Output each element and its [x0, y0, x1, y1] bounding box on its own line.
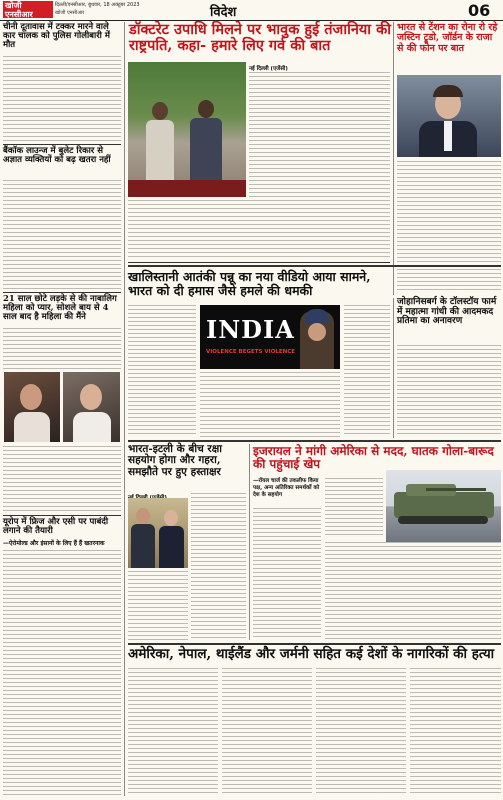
khalistan-body: [200, 372, 340, 437]
india-italy-headline: भारत-इटली के बीच रक्षा सहयोग होगा और गहरा, समझौते पर हुए हस्ताक्षर: [128, 443, 222, 478]
israel-subhead: —रॉयल चार्ज की तकलीफ किया पक्ष, अन्य अतिरिक्त समर्थकों को देश के सहयोग: [253, 478, 320, 499]
khalistan-headline: खालिस्तानी आतंकी पन्नू का नया वीडियो आया सामने, भारत को दी हमास जैसे हमले की धमकी: [128, 269, 371, 298]
story-body: [3, 328, 121, 370]
banner-text: INDIA: [206, 315, 295, 344]
divider: [128, 643, 501, 645]
bottom-body: [128, 668, 218, 796]
divider: [128, 262, 390, 263]
photo-man: [63, 372, 120, 442]
story-body: [3, 180, 121, 290]
story-headline: बैंकॉक लाउन्ज में बुलेट रिकार से अज्ञात व्यक्तियों को बढ़ खतरा नहीं: [3, 146, 111, 166]
india-italy-body: [128, 571, 188, 641]
story-body: [3, 56, 121, 141]
bottom-body: [316, 668, 406, 796]
bottom-body: [410, 668, 501, 796]
lead-body: [128, 200, 390, 260]
india-italy-body: [191, 493, 246, 641]
column-rule: [249, 444, 250, 640]
israel-photo: [386, 470, 501, 542]
divider: [128, 440, 501, 442]
india-italy-photo: [128, 498, 188, 568]
story-headline: 21 साल छोटे लड़के से की नाबालिग महिला को प्यार, सोशले बाय से 4 साल बाद है महिला की मैंने: [3, 294, 117, 323]
photo-woman: [4, 372, 60, 442]
divider: [3, 515, 121, 516]
story-body: [3, 446, 121, 512]
dateline: नई दिल्ली (एजेंसी): [249, 66, 288, 72]
khalistan-video-still: [200, 305, 340, 369]
israel-body: [325, 542, 501, 640]
canada-photo: [397, 75, 501, 157]
gandhi-headline: जोहानिसबर्ग के टॉलस्टॉय फार्म में महात्मा गांधी की आदमकद प्रतिमा का अनावरण: [397, 297, 497, 327]
column-rule: [393, 298, 394, 438]
israel-body: [325, 478, 383, 538]
divider: [128, 265, 501, 267]
story-headline: चीनी दूतावास में टक्कर मारने वाले कार चालक को पुलिस गोलीबारी में मौत: [3, 22, 110, 51]
lead-headline: डॉक्टरेट उपाधि मिलने पर भावुक हुई तंजानिया की राष्ट्रपति, कहा- हमारे लिए गर्व की बात: [129, 21, 391, 54]
banner-subtext: VIOLENCE BEGETS VIOLENCE: [206, 349, 296, 355]
story-subhead: —ऐरोमोल्ड और इंसानों के लिए हैं हैं खतरनाक: [3, 540, 105, 547]
section-title: विदेश: [210, 5, 237, 20]
edition-date: दिल्ली/एनसीआर, बुधवार, 18 अक्टूबर 2023: [55, 2, 140, 8]
khalistan-body: [128, 305, 196, 437]
bottom-body: [222, 668, 312, 796]
story-body: [3, 550, 121, 796]
lead-body: [249, 72, 390, 197]
khalistan-body: [344, 305, 390, 437]
gandhi-body: [397, 345, 501, 437]
column-rule: [393, 22, 394, 295]
page-number: 06: [468, 1, 491, 20]
edition-sub: खोजी एनसीआर: [55, 10, 85, 16]
divider: [3, 144, 121, 145]
divider: [3, 292, 121, 293]
bottom-headline: अमेरिका, नेपाल, थाईलैंड और जर्मनी सहित कई देशों के नागरिकों की हत्या: [128, 646, 495, 662]
israel-body: [253, 508, 321, 640]
canada-body: [397, 161, 501, 293]
lead-photo: [128, 62, 246, 197]
canada-headline: भारत से टेंशन का रोना रो रहे जस्टिन ट्रूडो, जॉर्डन के राजा से की फोन पर बात: [397, 22, 498, 54]
column-rule: [124, 22, 125, 796]
israel-headline: इजरायल ने मांगी अमेरिका से मदद, घातक गोला-बारूद की पहुंचाई खेप: [253, 444, 494, 471]
story-headline: यूरोप में फ्रिज और एसी पर पाबंदी लगाने की तैयारी: [3, 517, 109, 537]
brand-logo: खोजी एनसीआर: [3, 1, 53, 18]
